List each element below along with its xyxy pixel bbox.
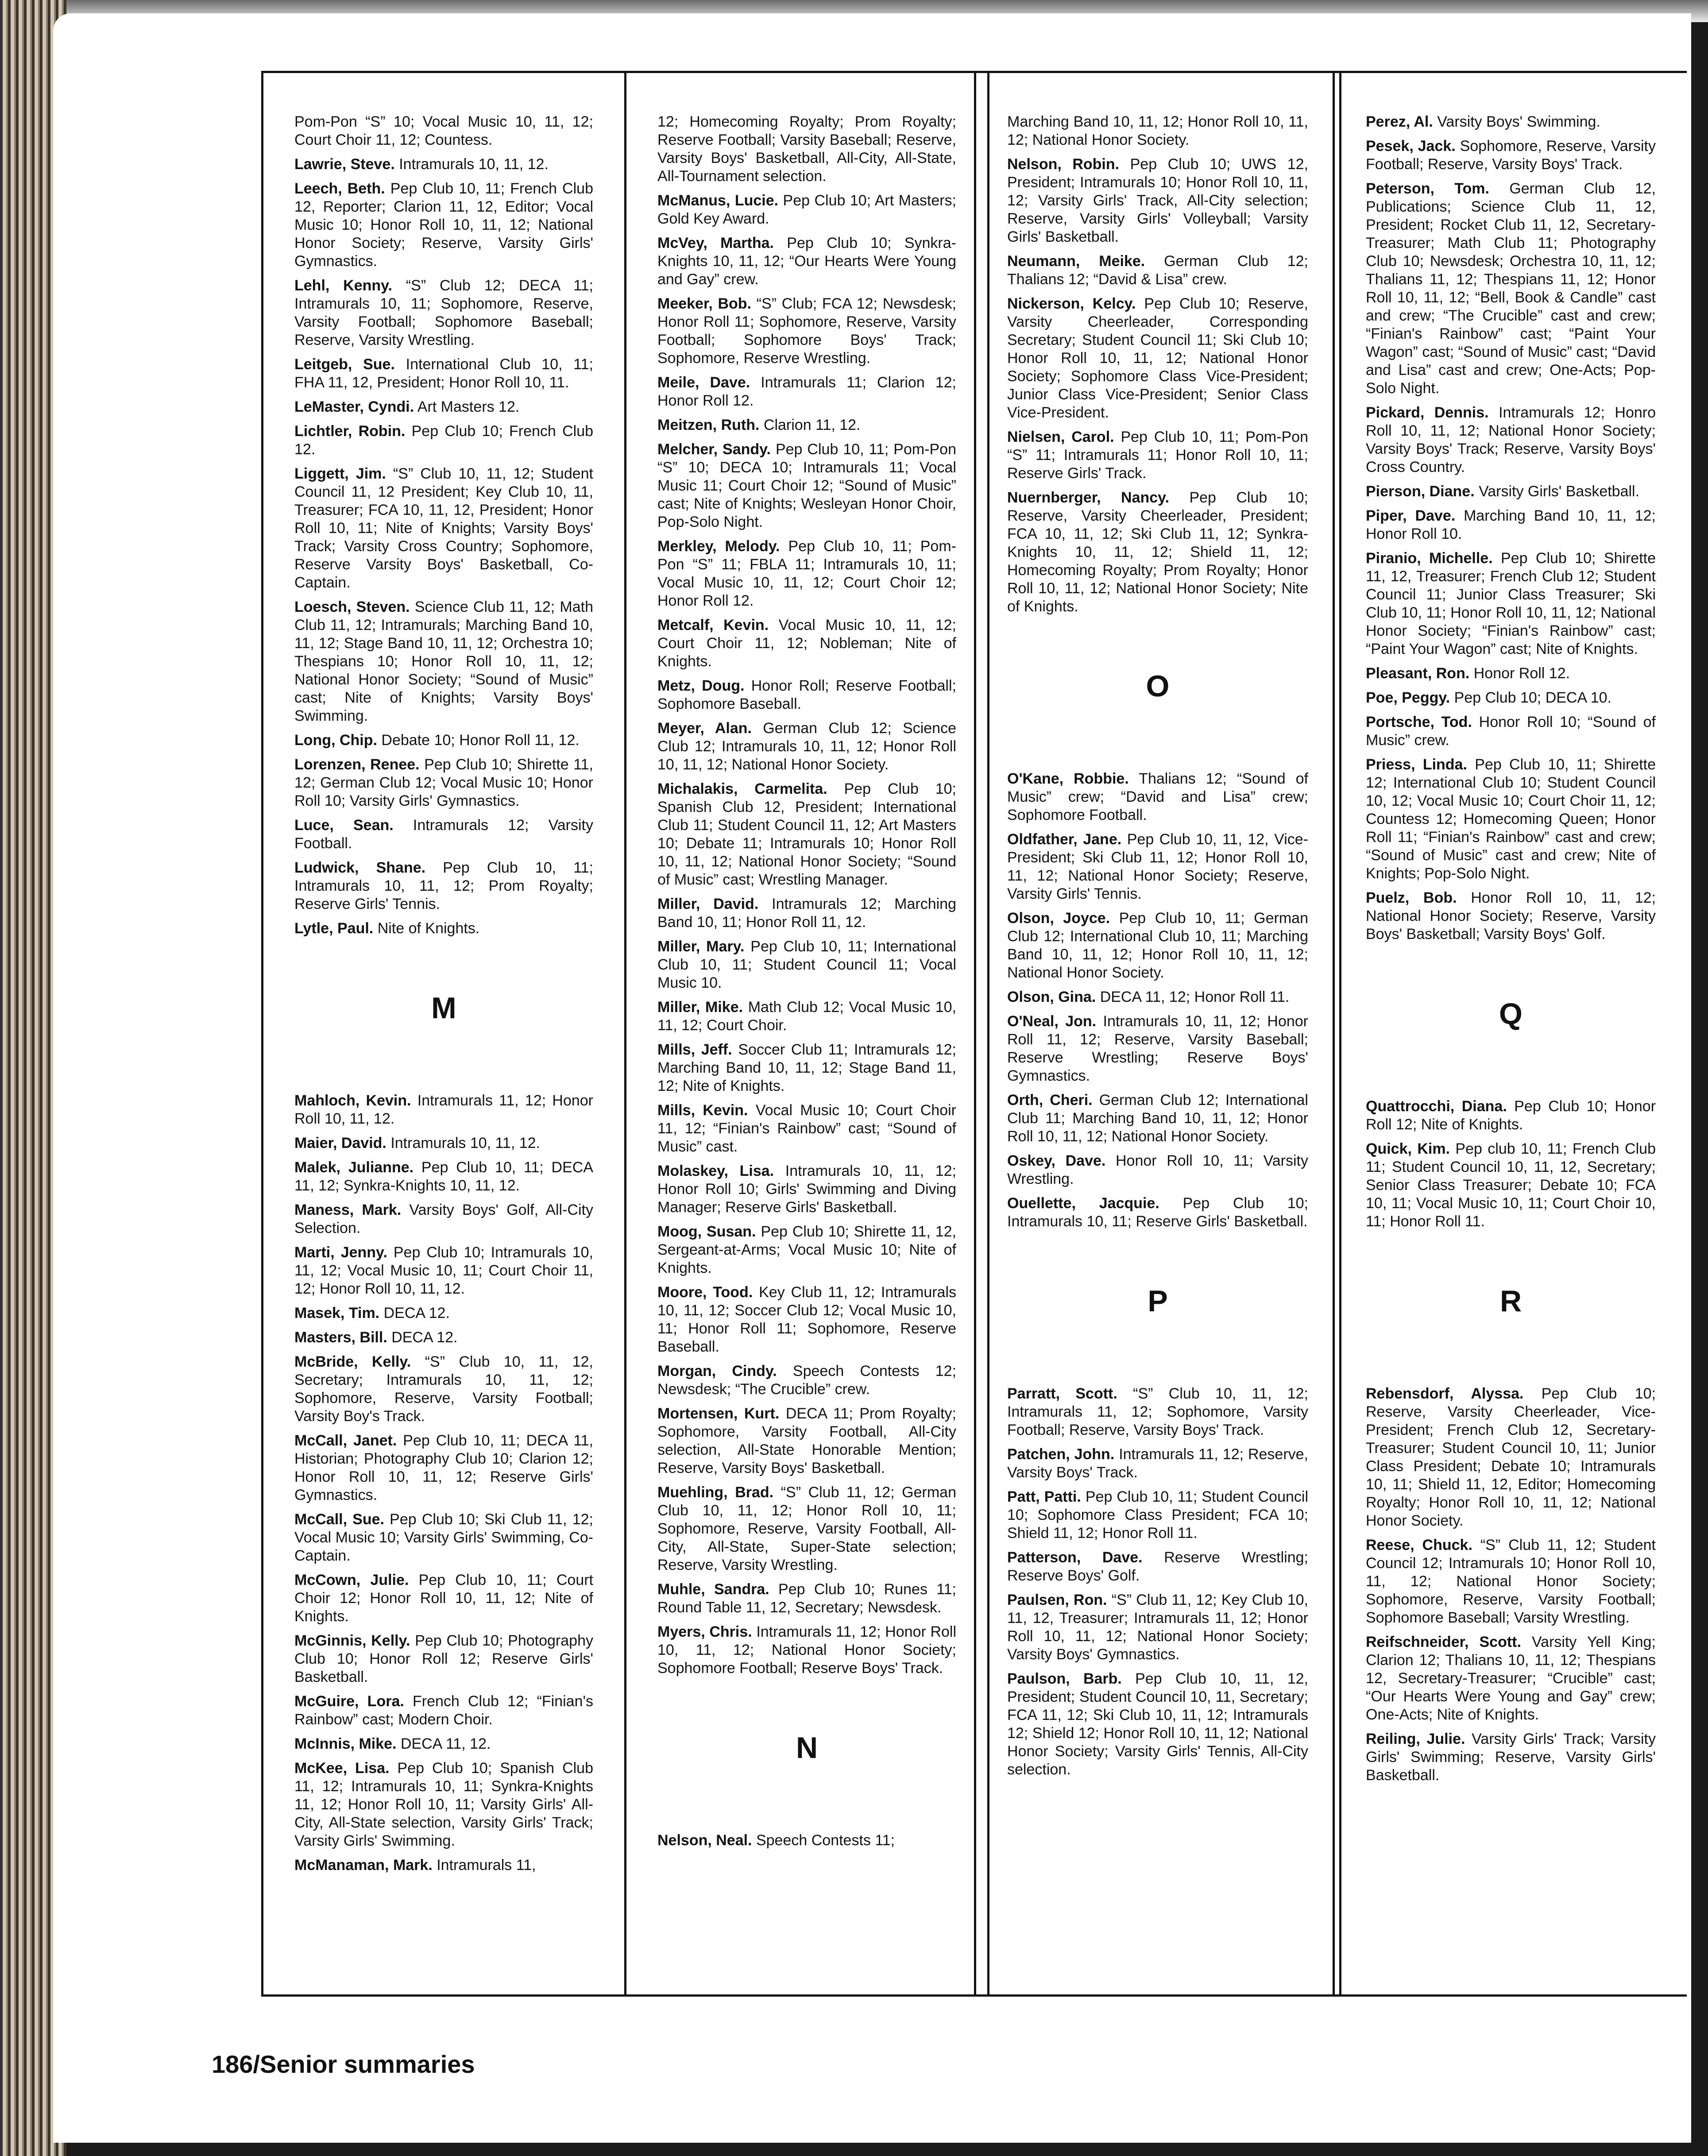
- senior-activities: Thalians 12; “Sound of Music” crew; “David and Lisa” crew; Sophomore Football.: [1007, 770, 1308, 823]
- senior-entry: [1007, 1194, 1308, 1231]
- senior-name: Meyer, Alan.: [657, 720, 752, 737]
- senior-activities: Pep Club 10; Spanish Club 11, 12; Intramurals 10, 11; Synkra-Knights 11, 12; Honor Roll 10, 11; Varsity Girls' All-City, All-State selection, Varsity Girls' Track; Varsity Girls' Swimming.: [294, 1760, 593, 1849]
- senior-activities: Varsity Boys' Golf, All-City Selection.: [294, 1202, 593, 1236]
- senior-name: Ouellette, Jacquie.: [1007, 1195, 1159, 1212]
- senior-name: Luce, Sean.: [294, 817, 394, 834]
- senior-activities: Pep Club 10; Art Masters; Gold Key Award.: [657, 192, 956, 227]
- senior-activities: Honor Roll 12.: [1473, 665, 1570, 682]
- senior-activities: Intramurals 11; Clarion 12; Honor Roll 12.: [657, 374, 957, 409]
- senior-name: Reifschneider, Scott.: [1366, 1634, 1521, 1650]
- senior-entry: [294, 1329, 593, 1347]
- senior-activities: Intramurals 11, 12; Honor Roll 10, 11, 12.: [294, 1092, 593, 1127]
- senior-entry: [1007, 770, 1308, 824]
- senior-name: Mills, Jeff.: [657, 1041, 732, 1058]
- senior-entry: [1007, 1670, 1308, 1779]
- senior-activities: Pep Club 10, 11; Pom-Pon “S” 11; Intramurals 11; Honor Roll 10, 11; Reserve Girls' Track.: [1007, 429, 1308, 482]
- senior-activities: Pep Club 10; Photography Club 10; Honor Roll 12; Reserve Girls' Basketball.: [294, 1632, 593, 1685]
- senior-activities: Pep Club 10, 11; International Club 10, 11; Student Council 11; Vocal Music 10.: [657, 938, 956, 991]
- senior-entry: [1007, 1012, 1308, 1085]
- senior-entry: [294, 1304, 593, 1322]
- senior-activities: Varsity Yell King; Clarion 12; Thalians 10, 11, 12; Thespians 12, Secretary-Treasurer; “Crucible” cast; “Our Hearts Were Young and Gay” crew; One-Acts; Nite of Knights.: [1366, 1634, 1656, 1723]
- senior-activities: Pep Club 10; Honor Roll 12; Nite of Knights.: [1366, 1098, 1656, 1133]
- senior-name: Merkley, Melody.: [657, 538, 780, 555]
- senior-name: Paulson, Barb.: [1007, 1670, 1122, 1687]
- column-4: [1333, 71, 1687, 1997]
- senior-activities: “S” Club 10, 11, 12; Intramurals 11, 12; Sophomore, Varsity Football; Reserve, Varsity Boys' Track.: [1007, 1385, 1308, 1438]
- senior-entry: [657, 1580, 956, 1617]
- senior-entry: [1366, 507, 1656, 543]
- senior-activities: Speech Contests 12; Newsdesk; “The Crucible” crew.: [657, 1363, 956, 1398]
- senior-entry: [1007, 295, 1308, 422]
- senior-name: Masek, Tim.: [294, 1305, 380, 1321]
- senior-activities: “S” Club 10, 11, 12, Secretary; Intramurals 10, 11, 12; Sophomore, Reserve, Varsity Football; Varsity Boy's Track.: [294, 1353, 593, 1425]
- senior-name: Pierson, Diane.: [1366, 483, 1475, 500]
- senior-activities: Pep Club 10, 11, 12, President; Student Council 10, 11, Secretary; FCA 11, 12; Ski Club 10, 11, 12; Intramurals 12; Shield 12; Honor Roll 10, 11, 12; National Honor Society; Varsity Girls' Tennis, All-City selection.: [1007, 1670, 1308, 1778]
- senior-activities: Honor Roll 10, 11; Varsity Wrestling.: [1007, 1152, 1309, 1187]
- senior-activities: Pep Club 10; Intramurals 10, 11, 12; Vocal Music 10, 11; Court Choir 11, 12; Honor Roll 10, 11, 12.: [294, 1244, 593, 1297]
- senior-name: Malek, Julianne.: [294, 1159, 414, 1176]
- senior-entry: [1366, 1730, 1656, 1785]
- senior-name: McManus, Lucie.: [657, 192, 779, 209]
- senior-name: Olson, Gina.: [1007, 989, 1096, 1005]
- senior-name: McCall, Sue.: [294, 1511, 384, 1528]
- senior-entry: [1366, 1633, 1656, 1724]
- senior-entry: [657, 192, 956, 228]
- senior-activities: Intramurals 10, 11, 12; Honor Roll 10; Girls' Swimming and Diving Manager; Reserve Girls' Basketball.: [657, 1163, 956, 1216]
- senior-name: Meile, Dave.: [657, 374, 750, 391]
- senior-name: O'Kane, Robbie.: [1007, 770, 1129, 787]
- senior-name: Portsche, Tod.: [1366, 714, 1472, 730]
- senior-entry: [657, 1101, 956, 1156]
- senior-activities: Pep club 10, 11; French Club 11; Student Council 10, 11, 12, Secretary; Senior Class Treasurer; Debate 10; FCA 10, 11; Vocal Music 10, 11; Court Choir 10, 11; Honor Roll 11.: [1366, 1140, 1656, 1230]
- senior-name: Patt, Patti.: [1007, 1488, 1081, 1505]
- senior-activities: Debate 10; Honor Roll 11, 12.: [381, 732, 580, 749]
- senior-entry: [1366, 889, 1656, 943]
- senior-activities: German Club 12; Thalians 12; “David & Lisa” crew.: [1007, 253, 1308, 288]
- section-letter: Q: [1499, 997, 1523, 1031]
- senior-activities: Pep Club 10; Reserve, Varsity Cheerleader, President; FCA 10, 11, 12; Ski Club 11, 12; Synkra-Knights 10, 11, 12; Shield 11, 12; Homecoming Royalty; Prom Royalty; Honor Roll 10, 11, 12; National Honor Society; Nite of Knights.: [1007, 489, 1308, 615]
- senior-entry: [1007, 831, 1308, 903]
- senior-entry: [294, 277, 593, 349]
- senior-activities: Pep Club 10; Shirette 11, 12, Treasurer; French Club 12; Student Council 11; Junior Class Treasurer; Ski Club 10, 11; Honor Roll 10, 11, 12; National Honor Society; “Finian's Rainbow” cast; “Paint Your Wagon” cast; Nite of Knights.: [1366, 550, 1656, 657]
- senior-entry: [1366, 1385, 1656, 1530]
- senior-entry: [294, 1159, 593, 1195]
- senior-activities: Pep Club 10, 11; French Club 12, Reporter; Clarion 11, 12, Editor; Vocal Music 10; Honor Roll 10, 11, 12; National Honor Society; Reserve, Varsity Girls' Gymnastics.: [294, 180, 593, 270]
- senior-name: Maness, Mark.: [294, 1202, 402, 1218]
- senior-name: McVey, Martha.: [657, 235, 774, 251]
- senior-entry: [1366, 713, 1656, 750]
- senior-activities: Intramurals 10, 11, 12.: [399, 156, 549, 173]
- senior-activities: DECA 11; Prom Royalty; Sophomore, Varsity Football, All-City selection, All-State Honorable Mention; Reserve, Varsity Boys' Basketball.: [657, 1405, 956, 1476]
- senior-activities: Intramurals 11, 12; Reserve, Varsity Boys' Track.: [1007, 1446, 1308, 1481]
- senior-entry: [294, 1571, 593, 1626]
- senior-entry: [294, 816, 593, 853]
- senior-activities: Pep Club 10, 11, 12, Vice-President; Ski Club 11, 12; Honor Roll 10, 11, 12; National Honor Society; Reserve, Varsity Girls' Tennis.: [1007, 831, 1308, 902]
- senior-name: Myers, Chris.: [657, 1623, 752, 1640]
- senior-entry: [657, 677, 956, 713]
- senior-name: Rebensdorf, Alyssa.: [1366, 1385, 1524, 1402]
- senior-name: Meitzen, Ruth.: [657, 417, 760, 433]
- senior-name: Lawrie, Steve.: [294, 156, 395, 173]
- senior-name: Oskey, Dave.: [1007, 1152, 1106, 1169]
- senior-entry: [294, 398, 593, 416]
- senior-entry: [294, 1759, 593, 1850]
- senior-name: Leitgeb, Sue.: [294, 356, 395, 373]
- senior-name: Melcher, Sandy.: [657, 441, 771, 458]
- senior-activities: DECA 11, 12; Honor Roll 11.: [1100, 989, 1290, 1005]
- senior-entry: [1007, 1385, 1308, 1439]
- senior-name: Morgan, Cindy.: [657, 1363, 777, 1379]
- senior-name: Priess, Linda.: [1366, 756, 1467, 773]
- senior-entry: [657, 113, 956, 185]
- senior-activities: Soccer Club 11; Intramurals 12; Marching Band 10, 11, 12; Stage Band 11, 12; Nite of Knights.: [657, 1041, 956, 1094]
- senior-activities: Clarion 11, 12.: [763, 417, 861, 433]
- senior-activities: Art Masters 12.: [417, 398, 520, 415]
- senior-entry: [294, 859, 593, 913]
- senior-activities: German Club 12, Publications; Science Club 11, 12, President; Rocket Club 11, 12, Secretary-Treasurer; Math Club 11; Photography Club 10; Newsdesk; Orchestra 10, 11, 12; Thalians 11, 12; Thespians 11, 12; Honor Roll 10, 11, 12; “Bell, Book & Candle” cast and crew; “The Crucible” cast and crew; “Finian's Rainbow” cast; “Paint Your Wagon” cast; “Sound of Music” cast; “David and Lisa” cast and crew; One-Acts; Pop-Solo Night.: [1366, 180, 1656, 397]
- column-3: [974, 71, 1341, 1997]
- senior-entry: [294, 1432, 593, 1504]
- senior-name: McGinnis, Kelly.: [294, 1632, 410, 1649]
- senior-entry: [1366, 483, 1656, 501]
- senior-entry: [657, 537, 956, 610]
- senior-name: McInnis, Mike.: [294, 1735, 397, 1752]
- senior-name: Pesek, Jack.: [1366, 138, 1456, 155]
- senior-activities: Varsity Girls' Basketball.: [1479, 483, 1640, 500]
- senior-entry: [294, 1735, 593, 1753]
- senior-entry: [294, 1632, 593, 1686]
- senior-name: McBride, Kelly.: [294, 1353, 411, 1370]
- senior-activities: Intramurals 11, 12; Honor Roll 10, 11, 12; National Honor Society; Sophomore Football; Reserve Boys' Track.: [657, 1623, 957, 1677]
- senior-activities: Sophomore, Reserve, Varsity Football; Reserve, Varsity Boys' Track.: [1366, 138, 1656, 173]
- senior-entry: [1007, 1549, 1308, 1585]
- senior-name: Olson, Joyce.: [1007, 910, 1110, 927]
- senior-activities: “S” Club; FCA 12; Newsdesk; Honor Roll 11; Sophomore, Reserve, Varsity Football; Sophomore Boys' Track; Sophomore, Reserve Wrestling.: [657, 295, 957, 367]
- senior-activities: Pep Club 10, 11; Student Council 10; Sophomore Class President; FCA 10; Shield 11, 12; Honor Roll 11.: [1007, 1488, 1308, 1542]
- senior-name: McGuire, Lora.: [294, 1693, 404, 1710]
- senior-name: Patterson, Dave.: [1007, 1549, 1143, 1566]
- senior-activities: Pep Club 10; Synkra-Knights 10, 11, 12; “Our Hearts Were Young and Gay” crew.: [657, 235, 956, 288]
- senior-entry: [657, 1362, 956, 1399]
- senior-activities: International Club 10, 11; FHA 11, 12, President; Honor Roll 10, 11.: [294, 356, 594, 391]
- senior-activities: Pep Club 10; Shirette 11, 12, Sergeant-at-Arms; Vocal Music 10; Nite of Knights.: [657, 1223, 956, 1276]
- senior-entry: [294, 1353, 593, 1426]
- senior-entry: [1366, 180, 1656, 398]
- senior-name: Meeker, Bob.: [657, 295, 752, 312]
- senior-name: McCall, Janet.: [294, 1432, 397, 1449]
- senior-activities: Pep Club 10; Runes 11; Round Table 11, 12, Secretary; Newsdesk.: [657, 1581, 957, 1616]
- senior-entry: [294, 1244, 593, 1298]
- senior-activities: Pep Club 10, 11; Intramurals 10, 11, 12; Prom Royalty; Reserve Girls' Tennis.: [294, 859, 593, 912]
- senior-activities: Reserve Wrestling; Reserve Boys' Golf.: [1007, 1549, 1308, 1584]
- senior-activities: Pep Club 10; UWS 12, President; Intramurals 10; Honor Roll 10, 11, 12; Varsity Girls' Track, All-City selection; Reserve, Varsity Girls' Volleyball; Varsity Girls' Basketball.: [1007, 156, 1309, 245]
- senior-name: Quick, Kim.: [1366, 1140, 1450, 1157]
- senior-entry: [1366, 1536, 1656, 1627]
- senior-name: Miller, David.: [657, 896, 759, 912]
- senior-activities: “S” Club 11, 12; Student Council 12; Intramurals 10; Honor Roll 10, 11, 12; National Honor Society; Sophomore, Reserve, Varsity Football; Sophomore Baseball; Varsity Wrestling.: [1366, 1537, 1656, 1626]
- senior-activities: Marching Band 10, 11, 12; Honor Roll 10, 11, 12; National Honor Society.: [1007, 113, 1308, 148]
- senior-entry: [657, 1162, 956, 1217]
- senior-name: Orth, Cheri.: [1007, 1092, 1093, 1109]
- senior-activities: Pep Club 10; Ski Club 11, 12; Vocal Music 10; Varsity Girls' Swimming, Co-Captain.: [294, 1511, 593, 1564]
- senior-name: Moog, Susan.: [657, 1223, 756, 1240]
- senior-activities: “S” Club 11, 12; Key Club 10, 11, 12, Treasurer; Intramurals 11, 12; Honor Roll 10, 11, 12; National Honor Society; Varsity Boys' Gymnastics.: [1007, 1592, 1308, 1663]
- senior-activities: Nite of Knights.: [377, 920, 480, 937]
- senior-entry: [294, 920, 593, 938]
- senior-entry: [657, 895, 956, 931]
- senior-name: Metcalf, Kevin.: [657, 617, 769, 634]
- senior-activities: Pep Club 10; Reserve, Varsity Cheerleader, Corresponding Secretary; Student Council 11; Ski Club 10; Honor Roll 10, 11, 12; National Honor Society; Sophomore Class Vice-President; Junior Class Vice-President; Senior Class Vice-President.: [1007, 295, 1308, 421]
- senior-name: Oldfather, Jane.: [1007, 831, 1122, 848]
- senior-name: Piper, Dave.: [1366, 507, 1456, 524]
- senior-entry: [1007, 252, 1308, 289]
- senior-activities: Intramurals 12; Varsity Football.: [294, 817, 594, 852]
- senior-name: Mills, Kevin.: [657, 1102, 748, 1119]
- senior-activities: Varsity Girls' Track; Varsity Girls' Swimming; Reserve, Varsity Girls' Basketball.: [1366, 1731, 1656, 1784]
- senior-name: Lorenzen, Renee.: [294, 756, 420, 773]
- senior-name: Nielsen, Carol.: [1007, 429, 1114, 445]
- senior-name: Muehling, Brad.: [657, 1484, 774, 1501]
- section-letter: M: [431, 991, 456, 1025]
- senior-entry: [1366, 137, 1656, 174]
- senior-name: Pickard, Dennis.: [1366, 404, 1489, 421]
- senior-activities: Intramurals 11,: [437, 1857, 536, 1874]
- senior-entry: [657, 938, 956, 992]
- senior-activities: Pep Club 10, 11; Pom-Pon “S” 11; FBLA 11; Intramurals 10, 11; Vocal Music 10, 11, 12; Court Choir 12; Honor Roll 12.: [657, 538, 956, 609]
- senior-activities: Math Club 12; Vocal Music 10, 11, 12; Court Choir.: [657, 999, 956, 1034]
- section-letter: R: [1499, 1284, 1522, 1318]
- senior-entry: [657, 1623, 956, 1677]
- senior-name: Loesch, Steven.: [294, 599, 410, 615]
- senior-activities: Pep Club 10; Spanish Club 12, President; International Club 11; Student Council 11, 12; Art Masters 10; Debate 11; Intramurals 10; Honor Roll 10, 11, 12; National Honor Society; “Sound of Music” cast; Wrestling Manager.: [657, 780, 956, 888]
- senior-entry: [294, 180, 593, 270]
- senior-activities: Pep Club 10; Reserve, Varsity Cheerleader, Vice-President; French Club 12, Secretary-Treasurer; Student Council 10, 11; Junior Class President; Debate 10; Intramurals 10, 11; Shield 11, 12, Editor; Homecoming Royalty; Honor Roll 10, 11, 12; National Honor Society.: [1366, 1385, 1656, 1529]
- senior-name: Poe, Peggy.: [1366, 689, 1450, 706]
- senior-name: Puelz, Bob.: [1366, 889, 1457, 906]
- senior-name: Metz, Doug.: [657, 677, 745, 694]
- senior-name: Perez, Al.: [1366, 113, 1433, 130]
- senior-name: Neumann, Meike.: [1007, 253, 1145, 270]
- senior-entry: [657, 780, 956, 889]
- senior-activities: DECA 12.: [383, 1305, 450, 1321]
- senior-activities: Intramurals 10, 11, 12.: [390, 1135, 540, 1151]
- senior-name: Maier, David.: [294, 1135, 386, 1151]
- senior-name: O'Neal, Jon.: [1007, 1013, 1097, 1030]
- senior-activities: Pep Club 10, 11; DECA 11, Historian; Photography Club 10; Clarion 12; Honor Roll 10, 11, 12; Reserve Girls' Gymnastics.: [294, 1432, 593, 1503]
- senior-activities: Pep Club 10; Shirette 11, 12; German Club 12; Vocal Music 10; Honor Roll 10; Varsity Girls' Gymnastics.: [294, 756, 594, 809]
- senior-name: Michalakis, Carmelita.: [657, 780, 827, 797]
- senior-entry: [294, 113, 593, 149]
- senior-name: McCown, Julie.: [294, 1572, 409, 1588]
- senior-entry: [657, 1405, 956, 1477]
- senior-name: Reiling, Julie.: [1366, 1731, 1465, 1747]
- senior-name: Miller, Mary.: [657, 938, 745, 955]
- senior-entry: [1366, 689, 1656, 707]
- senior-entry: [657, 234, 956, 289]
- senior-name: Miller, Mike.: [657, 999, 743, 1016]
- senior-entry: [1007, 1091, 1308, 1146]
- senior-name: Marti, Jenny.: [294, 1244, 387, 1261]
- senior-name: Lytle, Paul.: [294, 920, 374, 937]
- senior-entry: [657, 1041, 956, 1095]
- senior-activities: Pep Club 10, 11; DECA 11, 12; Synkra-Knights 10, 11, 12.: [294, 1159, 593, 1194]
- senior-entry: [1007, 1445, 1308, 1482]
- senior-name: Molaskey, Lisa.: [657, 1163, 774, 1179]
- senior-activities: Intramurals 10, 11, 12; Honor Roll 11, 12; Reserve, Varsity Baseball; Reserve Wrestling; Reserve Boys' Gymnastics.: [1007, 1013, 1309, 1084]
- senior-activities: “S” Club 10, 11, 12; Student Council 11, 12 President; Key Club 10, 11, Treasurer; FCA 10, 11, 12, President; Honor Roll 10, 11; Nite of Knights; Varsity Boys' Track; Varsity Cross Country; Sophomore, Reserve Varsity Boys' Basketball, Co-Captain.: [294, 465, 593, 591]
- senior-activities: Pom-Pon “S” 10; Vocal Music 10, 11, 12; Court Choir 11, 12; Countess.: [294, 113, 593, 148]
- senior-entry: [1007, 489, 1308, 616]
- senior-entry: [294, 422, 593, 459]
- senior-activities: Pep Club 10; DECA 10.: [1454, 689, 1611, 706]
- senior-activities: Pep Club 10; French Club 12.: [294, 423, 594, 458]
- senior-entry: [294, 1134, 593, 1152]
- senior-activities: “S” Club 11, 12; German Club 10, 11, 12; Honor Roll 10, 11; Sophomore, Reserve, Varsity Football, All-City, All-State, Super-State selection; Reserve, Varsity Wrestling.: [657, 1484, 957, 1573]
- senior-name: Muhle, Sandra.: [657, 1581, 769, 1598]
- senior-entry: [294, 1856, 593, 1874]
- senior-entry: [1007, 988, 1308, 1006]
- senior-name: Reese, Chuck.: [1366, 1537, 1472, 1553]
- senior-name: Masters, Bill.: [294, 1329, 387, 1346]
- senior-entry: [1366, 756, 1656, 883]
- section-letter: P: [1148, 1284, 1168, 1318]
- senior-name: Parratt, Scott.: [1007, 1385, 1117, 1402]
- senior-entry: [1007, 155, 1308, 246]
- senior-name: LeMaster, Cyndi.: [294, 398, 414, 415]
- senior-entry: [1366, 1140, 1656, 1231]
- senior-activities: DECA 11, 12.: [400, 1735, 491, 1752]
- senior-name: Peterson, Tom.: [1366, 180, 1489, 197]
- senior-name: Ludwick, Shane.: [294, 859, 426, 876]
- senior-name: Lichtler, Robin.: [294, 423, 406, 440]
- senior-activities: “S” Club 12; DECA 11; Intramurals 10, 11; Sophomore, Reserve, Varsity Football; Sophomore Baseball; Reserve, Varsity Wrestling.: [294, 277, 593, 348]
- senior-activities: Intramurals 12; Marching Band 10, 11; Honor Roll 11, 12.: [657, 896, 956, 931]
- senior-entry: [1007, 428, 1308, 483]
- senior-activities: French Club 12; “Finian's Rainbow” cast; Modern Choir.: [294, 1693, 593, 1728]
- senior-entry: [657, 1283, 956, 1356]
- senior-entry: [1366, 404, 1656, 476]
- senior-entry: [657, 1831, 956, 1850]
- senior-entry: [294, 355, 593, 392]
- senior-name: Quattrocchi, Diana.: [1366, 1098, 1507, 1115]
- senior-entry: [294, 465, 593, 592]
- senior-entry: [657, 1484, 956, 1574]
- senior-name: Pleasant, Ron.: [1366, 665, 1470, 682]
- senior-activities: Speech Contests 11;: [756, 1832, 895, 1849]
- senior-entry: [294, 731, 593, 750]
- senior-entry: [1007, 1488, 1308, 1542]
- senior-entry: [294, 598, 593, 725]
- senior-entry: [1007, 1152, 1308, 1188]
- senior-entry: [657, 998, 956, 1035]
- senior-entry: [294, 155, 593, 174]
- senior-entry: [657, 1223, 956, 1277]
- senior-entry: [1366, 1097, 1656, 1134]
- senior-activities: Pep Club 10; Intramurals 10, 11; Reserve Girls' Basketball.: [1007, 1195, 1308, 1230]
- senior-entry: [1007, 1591, 1308, 1664]
- senior-activities: Intramurals 12; Honro Roll 10, 11, 12; National Honor Society; Varsity Boys' Track; Reserve, Varsity Boys' Cross Country.: [1366, 404, 1656, 475]
- senior-name: Patchen, John.: [1007, 1446, 1115, 1463]
- senior-name: McKee, Lisa.: [294, 1760, 390, 1777]
- senior-name: Leech, Beth.: [294, 180, 385, 197]
- senior-activities: Honor Roll 10, 11, 12; National Honor Society; Reserve, Varsity Boys' Basketball; Varsity Boys' Golf.: [1366, 889, 1656, 943]
- senior-activities: Pep Club 10, 11; German Club 12; International Club 10, 11; Marching Band 10, 11, 12; Honor Roll 10, 11, 12; National Honor Society.: [1007, 910, 1308, 981]
- senior-name: Moore, Tood.: [657, 1284, 753, 1301]
- page-footer: 186/Senior summaries: [212, 2050, 475, 2078]
- section-letter: O: [1146, 669, 1170, 703]
- senior-name: Long, Chip.: [294, 732, 377, 749]
- senior-name: Mortensen, Kurt.: [657, 1405, 780, 1422]
- senior-entry: [657, 719, 956, 774]
- section-letter: N: [796, 1731, 818, 1765]
- senior-entry: [657, 374, 956, 410]
- senior-activities: Varsity Boys' Swimming.: [1437, 113, 1600, 130]
- senior-name: Piranio, Michelle.: [1366, 550, 1493, 567]
- senior-name: Nelson, Robin.: [1007, 156, 1120, 173]
- senior-entry: [294, 1201, 593, 1237]
- senior-entry: [657, 416, 956, 434]
- senior-activities: Pep Club 10, 11; Shirette 12; International Club 10; Student Council 10, 12; Vocal Music 10; Court Choir 11, 12; Countess 12; Homecoming Queen; Honor Roll 11; “Finian's Rainbow” cast and crew; “Sound of Music” cast and crew; Nite of Knights; Pop-Solo Night.: [1366, 756, 1656, 882]
- senior-activities: Science Club 11, 12; Math Club 11, 12; Intramurals; Marching Band 10, 11, 12; Stage Band 10, 11, 12; Orchestra 10; Thespians 10; Honor Roll 10, 11, 12; National Honor Society; “Sound of Music” cast; Nite of Knights; Varsity Boys' Swimming.: [294, 599, 593, 724]
- senior-name: Nelson, Neal.: [657, 1832, 752, 1849]
- senior-activities: Vocal Music 10; Court Choir 11, 12; “Finian's Rainbow” cast; “Sound of Music” cast.: [657, 1102, 956, 1155]
- senior-activities: German Club 12; Science Club 12; Intramurals 10, 11, 12; Honor Roll 10, 11, 12; National Honor Society.: [657, 720, 956, 773]
- senior-entry: [1007, 909, 1308, 982]
- senior-activities: Vocal Music 10, 11, 12; Court Choir 11, 12; Nobleman; Nite of Knights.: [657, 617, 957, 670]
- senior-name: Nuernberger, Nancy.: [1007, 489, 1170, 506]
- senior-entry: [657, 440, 956, 531]
- senior-entry: [294, 1511, 593, 1565]
- senior-activities: Pep Club 10, 11; Court Choir 12; Honor Roll 10, 11, 12; Nite of Knights.: [294, 1572, 593, 1625]
- senior-name: Paulsen, Ron.: [1007, 1592, 1107, 1608]
- senior-name: Lehl, Kenny.: [294, 277, 392, 294]
- senior-name: Liggett, Jim.: [294, 465, 386, 482]
- senior-entry: [294, 1092, 593, 1128]
- column-1: [261, 71, 626, 1997]
- senior-name: Mahloch, Kevin.: [294, 1092, 411, 1109]
- senior-entry: [294, 756, 593, 810]
- senior-activities: 12; Homecoming Royalty; Prom Royalty; Reserve Football; Varsity Baseball; Reserve, Varsity Boys' Basketball, All-City, All-State, All-Tournament selection.: [657, 113, 956, 185]
- senior-entry: [1366, 549, 1656, 658]
- senior-name: Nickerson, Kelcy.: [1007, 295, 1136, 312]
- senior-activities: Pep Club 10, 11; Pom-Pon “S” 10; DECA 10; Intramurals 11; Vocal Music 11; Court Choir 12; “Sound of Music” cast; Nite of Knights; Wesleyan Honor Choir, Pop-Solo Night.: [657, 441, 956, 530]
- senior-activities: Honor Roll; Reserve Football; Sophomore Baseball.: [657, 677, 956, 712]
- senior-entry: [1366, 113, 1656, 131]
- senior-activities: Key Club 11, 12; Intramurals 10, 11, 12; Soccer Club 12; Vocal Music 10, 11; Honor Roll 11; Sophomore, Reserve Baseball.: [657, 1284, 957, 1355]
- column-2: [624, 71, 989, 1997]
- senior-entry: [1366, 665, 1656, 683]
- senior-name: McManaman, Mark.: [294, 1857, 433, 1874]
- senior-entry: [657, 616, 956, 671]
- senior-activities: DECA 12.: [391, 1329, 458, 1346]
- senior-activities: Honor Roll 10; “Sound of Music” crew.: [1366, 714, 1656, 749]
- senior-entry: [294, 1692, 593, 1729]
- senior-entry: [1007, 113, 1308, 149]
- senior-activities: German Club 12; International Club 11; Marching Band 10, 11, 12; Honor Roll 10, 11, 12; National Honor Society.: [1007, 1092, 1308, 1145]
- senior-entry: [657, 295, 956, 367]
- senior-activities: Marching Band 10, 11, 12; Honor Roll 10.: [1366, 507, 1656, 542]
